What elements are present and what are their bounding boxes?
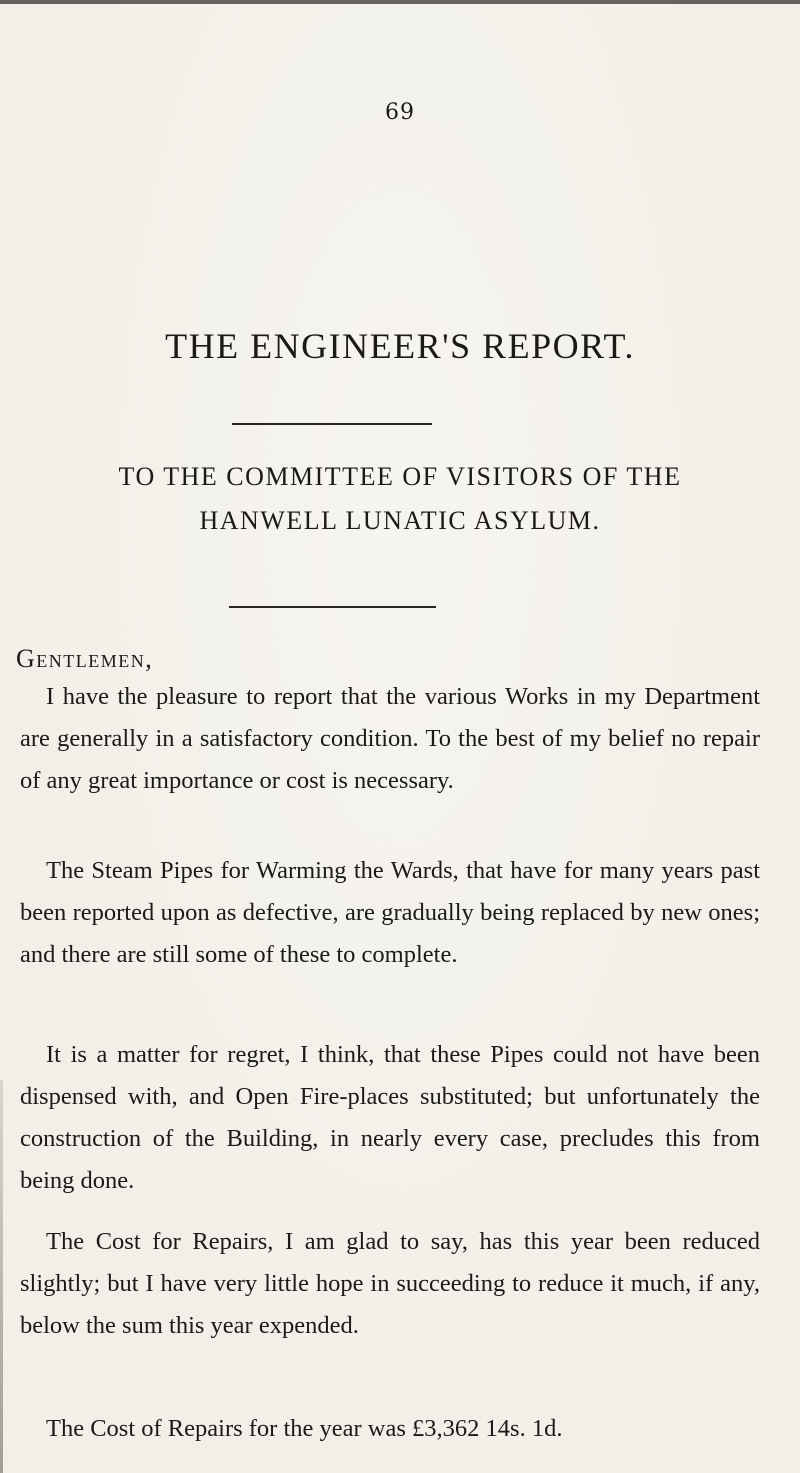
page-left-edge xyxy=(0,1080,3,1473)
report-title: THE ENGINEER'S REPORT. xyxy=(165,326,635,366)
paragraph-fire-places: It is a matter for regret, I think, that these Pipes could not have been dispensed with, and Open Fire-places substituted; but unfortunately the construction of the Building, in nearly every case, precludes this from being done. xyxy=(20,1041,760,1194)
paragraph-total-cost: The Cost of Repairs for the year was £3,362 14s. 1d. xyxy=(46,1415,563,1442)
paragraph-works-condition: I have the pleasure to report that the various Works in my Department are generally in a satisfactory condition. To the best of my belief no repair of any great importance or cost is necessary. xyxy=(20,683,760,794)
page-top-edge xyxy=(0,0,800,4)
address-line-1: TO THE COMMITTEE OF VISITORS OF THE xyxy=(118,462,682,491)
address-line-2: HANWELL LUNATIC ASYLUM. xyxy=(199,506,601,535)
paragraph-repair-costs: The Cost for Repairs, I am glad to say, has this year been reduced slightly; but I have very little hope in succeeding to reduce it much, if any, below the sum this year expended. xyxy=(20,1228,760,1339)
salutation: Gentlemen, xyxy=(16,644,154,673)
paragraph-steam-pipes: The Steam Pipes for Warming the Wards, that have for many years past been reported upon as defective, are gradually being replaced by new ones; and there are still some of these to complete. xyxy=(20,857,760,968)
page-number: 69 xyxy=(385,100,415,125)
title-divider xyxy=(232,423,432,425)
address-divider xyxy=(229,606,436,608)
